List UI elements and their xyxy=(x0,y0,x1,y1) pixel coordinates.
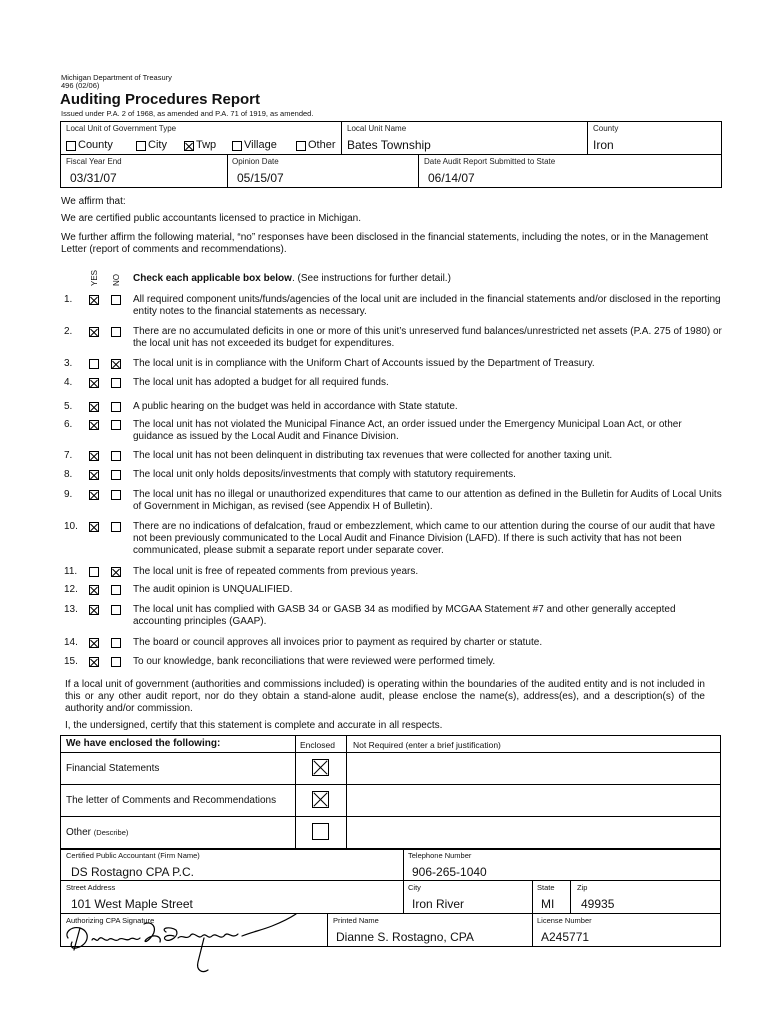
item-number: 14. xyxy=(64,637,78,648)
zip-field[interactable]: 49935 xyxy=(581,897,615,911)
county-checkbox[interactable] xyxy=(66,141,76,151)
opinion-date-label: Opinion Date xyxy=(232,157,279,166)
street-label: Street Address xyxy=(66,883,116,892)
item-6-no-checkbox[interactable] xyxy=(111,420,121,430)
signature-label: Authorizing CPA Signature xyxy=(66,916,155,925)
item-number: 3. xyxy=(64,358,73,369)
item-3-yes-checkbox[interactable] xyxy=(89,359,99,369)
item-8-text: The local unit only holds deposits/investments that comply with statutory requirements. xyxy=(133,469,516,480)
opinion-date-field[interactable]: 05/15/07 xyxy=(237,171,284,185)
printed-name-field[interactable]: Dianne S. Rostagno, CPA xyxy=(336,930,474,944)
handwritten-signature[interactable] xyxy=(62,912,312,982)
item-12-no-checkbox[interactable] xyxy=(111,585,121,595)
item-number: 4. xyxy=(64,377,73,388)
item-13-yes-checkbox[interactable] xyxy=(89,605,99,615)
item-number: 11. xyxy=(64,566,78,577)
item-8-yes-checkbox[interactable] xyxy=(89,470,99,480)
item-2-text: There are no accumulated deficits in one or more of this unit’s unreserved fund balances/unrestricted net assets (P.A. 275 of 1980) or the local unit has not exceeded its budget for expenditures. xyxy=(133,326,722,349)
item-14-text: The board or council approves all invoices prior to payment as required by charter or statute. xyxy=(133,637,543,648)
state-label: State xyxy=(537,883,555,892)
item-4-no-checkbox[interactable] xyxy=(111,378,121,388)
form-number: 496 (02/06) xyxy=(61,81,100,90)
item-number: 7. xyxy=(64,450,73,461)
form-title: Auditing Procedures Report xyxy=(60,91,261,108)
item-10-yes-checkbox[interactable] xyxy=(89,522,99,532)
item-5-yes-checkbox[interactable] xyxy=(89,402,99,412)
item-4-text: The local unit has adopted a budget for all required funds. xyxy=(133,377,389,388)
item-9-yes-checkbox[interactable] xyxy=(89,490,99,500)
item-2-yes-checkbox[interactable] xyxy=(89,327,99,337)
item-12-yes-checkbox[interactable] xyxy=(89,585,99,595)
street-field[interactable]: 101 West Maple Street xyxy=(71,897,193,911)
item-5-no-checkbox[interactable] xyxy=(111,402,121,412)
item-number: 2. xyxy=(64,326,73,337)
item-number: 8. xyxy=(64,469,73,480)
item-13-no-checkbox[interactable] xyxy=(111,605,121,615)
item-1-no-checkbox[interactable] xyxy=(111,295,121,305)
item-number: 9. xyxy=(64,489,73,500)
other-enclosed-checkbox[interactable] xyxy=(312,823,329,840)
village-checkbox[interactable] xyxy=(232,141,242,151)
item-12-text: The audit opinion is UNQUALIFIED. xyxy=(133,584,293,595)
item-number: 1. xyxy=(64,294,73,305)
item-6-yes-checkbox[interactable] xyxy=(89,420,99,430)
printed-name-label: Printed Name xyxy=(333,916,379,925)
letter-of-comments-enclosed-checkbox[interactable] xyxy=(312,791,329,808)
item-number: 12. xyxy=(64,584,78,595)
item-1-text: All required component units/funds/agencies of the local unit are included in the financial statements and/or disclosed in the reporting entity notes to the financial statements as necessary. xyxy=(133,294,721,317)
county-label: County xyxy=(593,124,619,133)
fye-label: Fiscal Year End xyxy=(66,157,122,166)
submitted-date-field[interactable]: 06/14/07 xyxy=(428,171,475,185)
type-label-village: Village xyxy=(244,139,277,151)
county-field[interactable]: Iron xyxy=(593,138,614,152)
state-field[interactable]: MI xyxy=(541,897,555,911)
enclosed-row-label: The letter of Comments and Recommendations xyxy=(66,795,277,806)
item-11-yes-checkbox[interactable] xyxy=(89,567,99,577)
item-11-text: The local unit is free of repeated comments from previous years. xyxy=(133,566,419,577)
city-field[interactable]: Iron River xyxy=(412,897,465,911)
affirm-line-3: We further affirm the following material, “no” responses have been disclosed in the financial statements, including the notes, or in the Management Letter (report of comments and recommendations). xyxy=(61,232,709,255)
item-15-text: To our knowledge, bank reconciliations that were reviewed were performed timely. xyxy=(133,656,496,667)
cpa-firm-label: Certified Public Accountant (Firm Name) xyxy=(66,851,200,860)
affirm-line-1: We affirm that: xyxy=(61,196,126,207)
item-number: 5. xyxy=(64,401,73,412)
item-9-text: The local unit has no illegal or unauthorized expenditures that came to our attention as defined in the Bulletin for Audits of Local Units of Government in Michigan, as revised (see Appendix H of Bulletin). xyxy=(133,489,722,512)
item-number: 15. xyxy=(64,656,78,667)
no-column-label: NO xyxy=(112,274,121,286)
city-checkbox[interactable] xyxy=(136,141,146,151)
license-number-label: License Number xyxy=(537,916,592,925)
item-4-yes-checkbox[interactable] xyxy=(89,378,99,388)
other-checkbox[interactable] xyxy=(296,141,306,151)
item-3-no-checkbox[interactable] xyxy=(111,359,121,369)
not-required-column-header: Not Required (enter a brief justification) xyxy=(353,740,501,750)
item-7-no-checkbox[interactable] xyxy=(111,451,121,461)
telephone-label: Telephone Number xyxy=(408,851,472,860)
item-2-no-checkbox[interactable] xyxy=(111,327,121,337)
affirm-line-2: We are certified public accountants licensed to practice in Michigan. xyxy=(61,213,361,224)
item-7-text: The local unit has not been delinquent in distributing tax revenues that were collected for another taxing unit. xyxy=(133,450,613,461)
type-label-twp: Twp xyxy=(196,139,217,151)
unit-name-field[interactable]: Bates Township xyxy=(347,138,431,152)
item-10-text: There are no indications of defalcation, fraud or embezzlement, which came to our attention during the course of our audit that have not been previously communicated to the Local Audit and Finance Division (LAFD). If there is such activity that has not been communicated, please submit a separate report under separate cover. xyxy=(133,521,716,556)
twp-checkbox[interactable] xyxy=(184,141,194,151)
item-9-no-checkbox[interactable] xyxy=(111,490,121,500)
check-instructions xyxy=(133,273,451,285)
form-subtitle: Issued under P.A. 2 of 1968, as amended and P.A. 71 of 1919, as amended. xyxy=(61,109,314,118)
item-14-yes-checkbox[interactable] xyxy=(89,638,99,648)
license-number-field[interactable]: A245771 xyxy=(541,930,590,944)
item-10-no-checkbox[interactable] xyxy=(111,522,121,532)
agency-name: Michigan Department of Treasury xyxy=(61,73,172,82)
other-describe-label: (Describe) xyxy=(93,828,129,837)
financial-statements-enclosed-checkbox[interactable] xyxy=(312,759,329,776)
item-11-no-checkbox[interactable] xyxy=(111,567,121,577)
type-label-city: City xyxy=(148,139,167,151)
item-7-yes-checkbox[interactable] xyxy=(89,451,99,461)
item-14-no-checkbox[interactable] xyxy=(111,638,121,648)
item-number: 6. xyxy=(64,419,73,430)
enclosed-row-label: Financial Statements xyxy=(66,763,160,774)
enclosed-row-label-other xyxy=(66,827,128,839)
check-heading-rest: . (See instructions for further detail.) xyxy=(291,273,451,284)
telephone-field[interactable]: 906-265-1040 xyxy=(412,865,487,879)
item-15-no-checkbox[interactable] xyxy=(111,657,121,667)
item-13-text: The local unit has complied with GASB 34 or GASB 34 as modified by MCGAA Statement #7 and other generally accepted accounting principles (GAAP). xyxy=(133,604,676,627)
item-3-text: The local unit is in compliance with the Uniform Chart of Accounts issued by the Department of Treasury. xyxy=(133,358,595,369)
footer-paragraph: If a local unit of government (authorities and commissions included) is operating within the boundaries of the audited entity and is not included in this or any other audit report, nor do they obtain a stand-alone audit, please enclose the name(s), address(es), and a description(s) of the authority and/or commission. xyxy=(65,679,705,714)
cpa-firm-field[interactable]: DS Rostagno CPA P.C. xyxy=(71,865,194,879)
enclosed-column-header: Enclosed xyxy=(300,740,335,750)
submitted-date-label: Date Audit Report Submitted to State xyxy=(424,157,556,166)
item-number: 13. xyxy=(64,604,78,615)
city-label: City xyxy=(408,883,421,892)
item-5-text: A public hearing on the budget was held in accordance with State statute. xyxy=(133,401,458,412)
fye-field[interactable]: 03/31/07 xyxy=(70,171,117,185)
certify-statement: I, the undersigned, certify that this statement is complete and accurate in all respects. xyxy=(65,720,443,731)
enclosed-heading: We have enclosed the following: xyxy=(66,738,221,749)
other-label: Other xyxy=(66,827,92,838)
item-8-no-checkbox[interactable] xyxy=(111,470,121,480)
unit-type-label: Local Unit of Government Type xyxy=(66,124,177,133)
item-1-yes-checkbox[interactable] xyxy=(89,295,99,305)
item-number: 10. xyxy=(64,521,78,532)
item-15-yes-checkbox[interactable] xyxy=(89,657,99,667)
unit-name-label: Local Unit Name xyxy=(347,124,407,133)
item-6-text: The local unit has not violated the Municipal Finance Act, an order issued under the Emergency Municipal Loan Act, or other guidance as issued by the Local Audit and Finance Division. xyxy=(133,419,682,442)
type-label-other: Other xyxy=(308,139,336,151)
check-heading: Check each applicable box below xyxy=(133,273,292,284)
yes-column-label: YES xyxy=(90,269,99,286)
zip-label: Zip xyxy=(577,883,588,892)
type-label-county: County xyxy=(78,139,113,151)
